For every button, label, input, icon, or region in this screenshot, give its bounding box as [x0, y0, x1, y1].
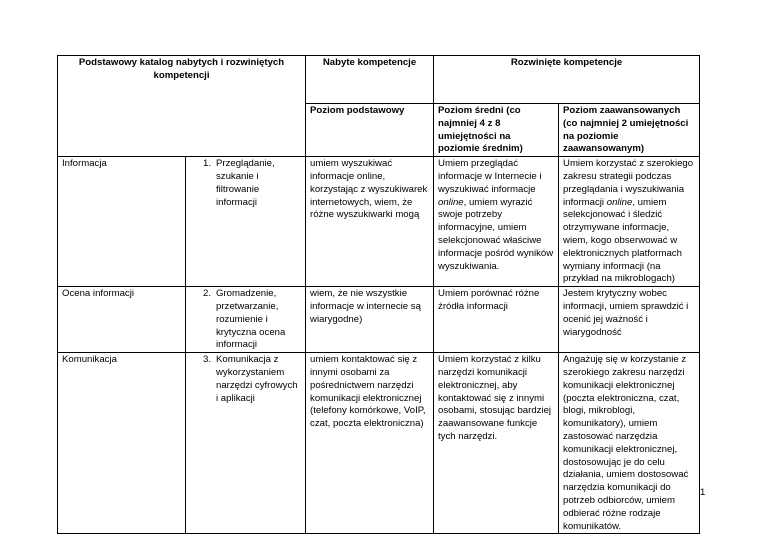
table-row	[58, 353, 700, 534]
item-cell	[186, 157, 306, 287]
medium-cell: Umiem korzystać z kilku narzędzi komunikacji elektronicznej, aby kontaktować się z innymi osobami, stosując bardziej zaawansowane funkcje tych narzędzi.	[434, 353, 559, 534]
advanced-cell: Umiem korzystać z szerokiego zakresu strategii podczas przeglądania i wyszukiwania informacji online, umiem selekcjonować i śledzić otrzymywane informacje, wiem, kogo obserwować w elektronicznych platformach wymiany informacji (na przykład na mikroblogach)	[559, 157, 700, 287]
emphasis: online	[438, 196, 464, 208]
item-number: 1.	[202, 158, 211, 170]
item-number: 2.	[202, 288, 211, 300]
developed-header: Rozwinięte kompetencje	[434, 56, 700, 104]
advanced-cell: Jestem krytyczny wobec informacji, umiem sprawdzić i ocenić jej ważność i wiarygodność	[559, 287, 700, 353]
area-cell: Ocena informacji	[58, 287, 186, 353]
competency-table	[57, 55, 700, 534]
basic-cell: umiem kontaktować się z innymi osobami za pośrednictwem narzędzi komunikacji elektronicznej (telefony komórkowe, VoIP, czat, poczta elektroniczna)	[306, 353, 434, 534]
medium-cell: Umiem przeglądać informacje w Internecie i wyszukiwać informacje online, umiem wyrazić swoje potrzeby informacyjne, umiem selekcjonować właściwe informacje pośród wyników wyszukiwania.	[434, 157, 559, 287]
basic-cell: umiem wyszukiwać informacje online, korzystając z wyszukiwarek internetowych, wiem, że różne wyszukiwarki mogą	[306, 157, 434, 287]
item-text: Przeglądanie, szukanie i filtrowanie informacji	[216, 158, 275, 208]
table-row	[58, 157, 700, 287]
acquired-header: Nabyte kompetencje	[306, 56, 434, 104]
advanced-level-header: Poziom zaawansowanych (co najmniej 2 umiejętności na poziomie zaawansowanym)	[559, 104, 700, 157]
basic-cell: wiem, że nie wszystkie informacje w internecie są wiarygodne)	[306, 287, 434, 353]
item-number: 3.	[202, 354, 211, 366]
header-row	[58, 56, 700, 104]
medium-cell: Umiem porównać różne źródła informacji	[434, 287, 559, 353]
medium-level-header: Poziom średni (co najmniej 4 z 8 umiejętności na poziomie średnim)	[434, 104, 559, 157]
emphasis: online	[606, 196, 633, 208]
item-text: Gromadzenie, przetwarzanie, rozumienie i krytyczna ocena informacji	[216, 288, 286, 351]
advanced-cell: Angażuję się w korzystanie z szerokiego zakresu narzędzi komunikacji elektronicznej (poczta elektroniczna, czat, blogi, mikroblogi, komunikatory), umiem zastosować narzędzia komunikacji elektronicznej, dostosowując je do celu działania, umiem dostosować narzędzia komunikacji do potrzeb odbiorców, umiem odbierać różne rodzaje komunikatów.	[559, 353, 700, 534]
area-cell: Komunikacja	[58, 353, 186, 534]
item-text: Komunikacja z wykorzystaniem narzędzi cyfrowych i aplikacji	[216, 354, 298, 404]
area-cell: Informacja	[58, 157, 186, 287]
item-cell	[186, 287, 306, 353]
page-number: 1	[700, 487, 706, 498]
item-cell	[186, 353, 306, 534]
basic-level-header: Poziom podstawowy	[306, 104, 434, 157]
catalog-header: Podstawowy katalog nabytych i rozwiniętych kompetencji	[58, 56, 306, 157]
table-row	[58, 287, 700, 353]
